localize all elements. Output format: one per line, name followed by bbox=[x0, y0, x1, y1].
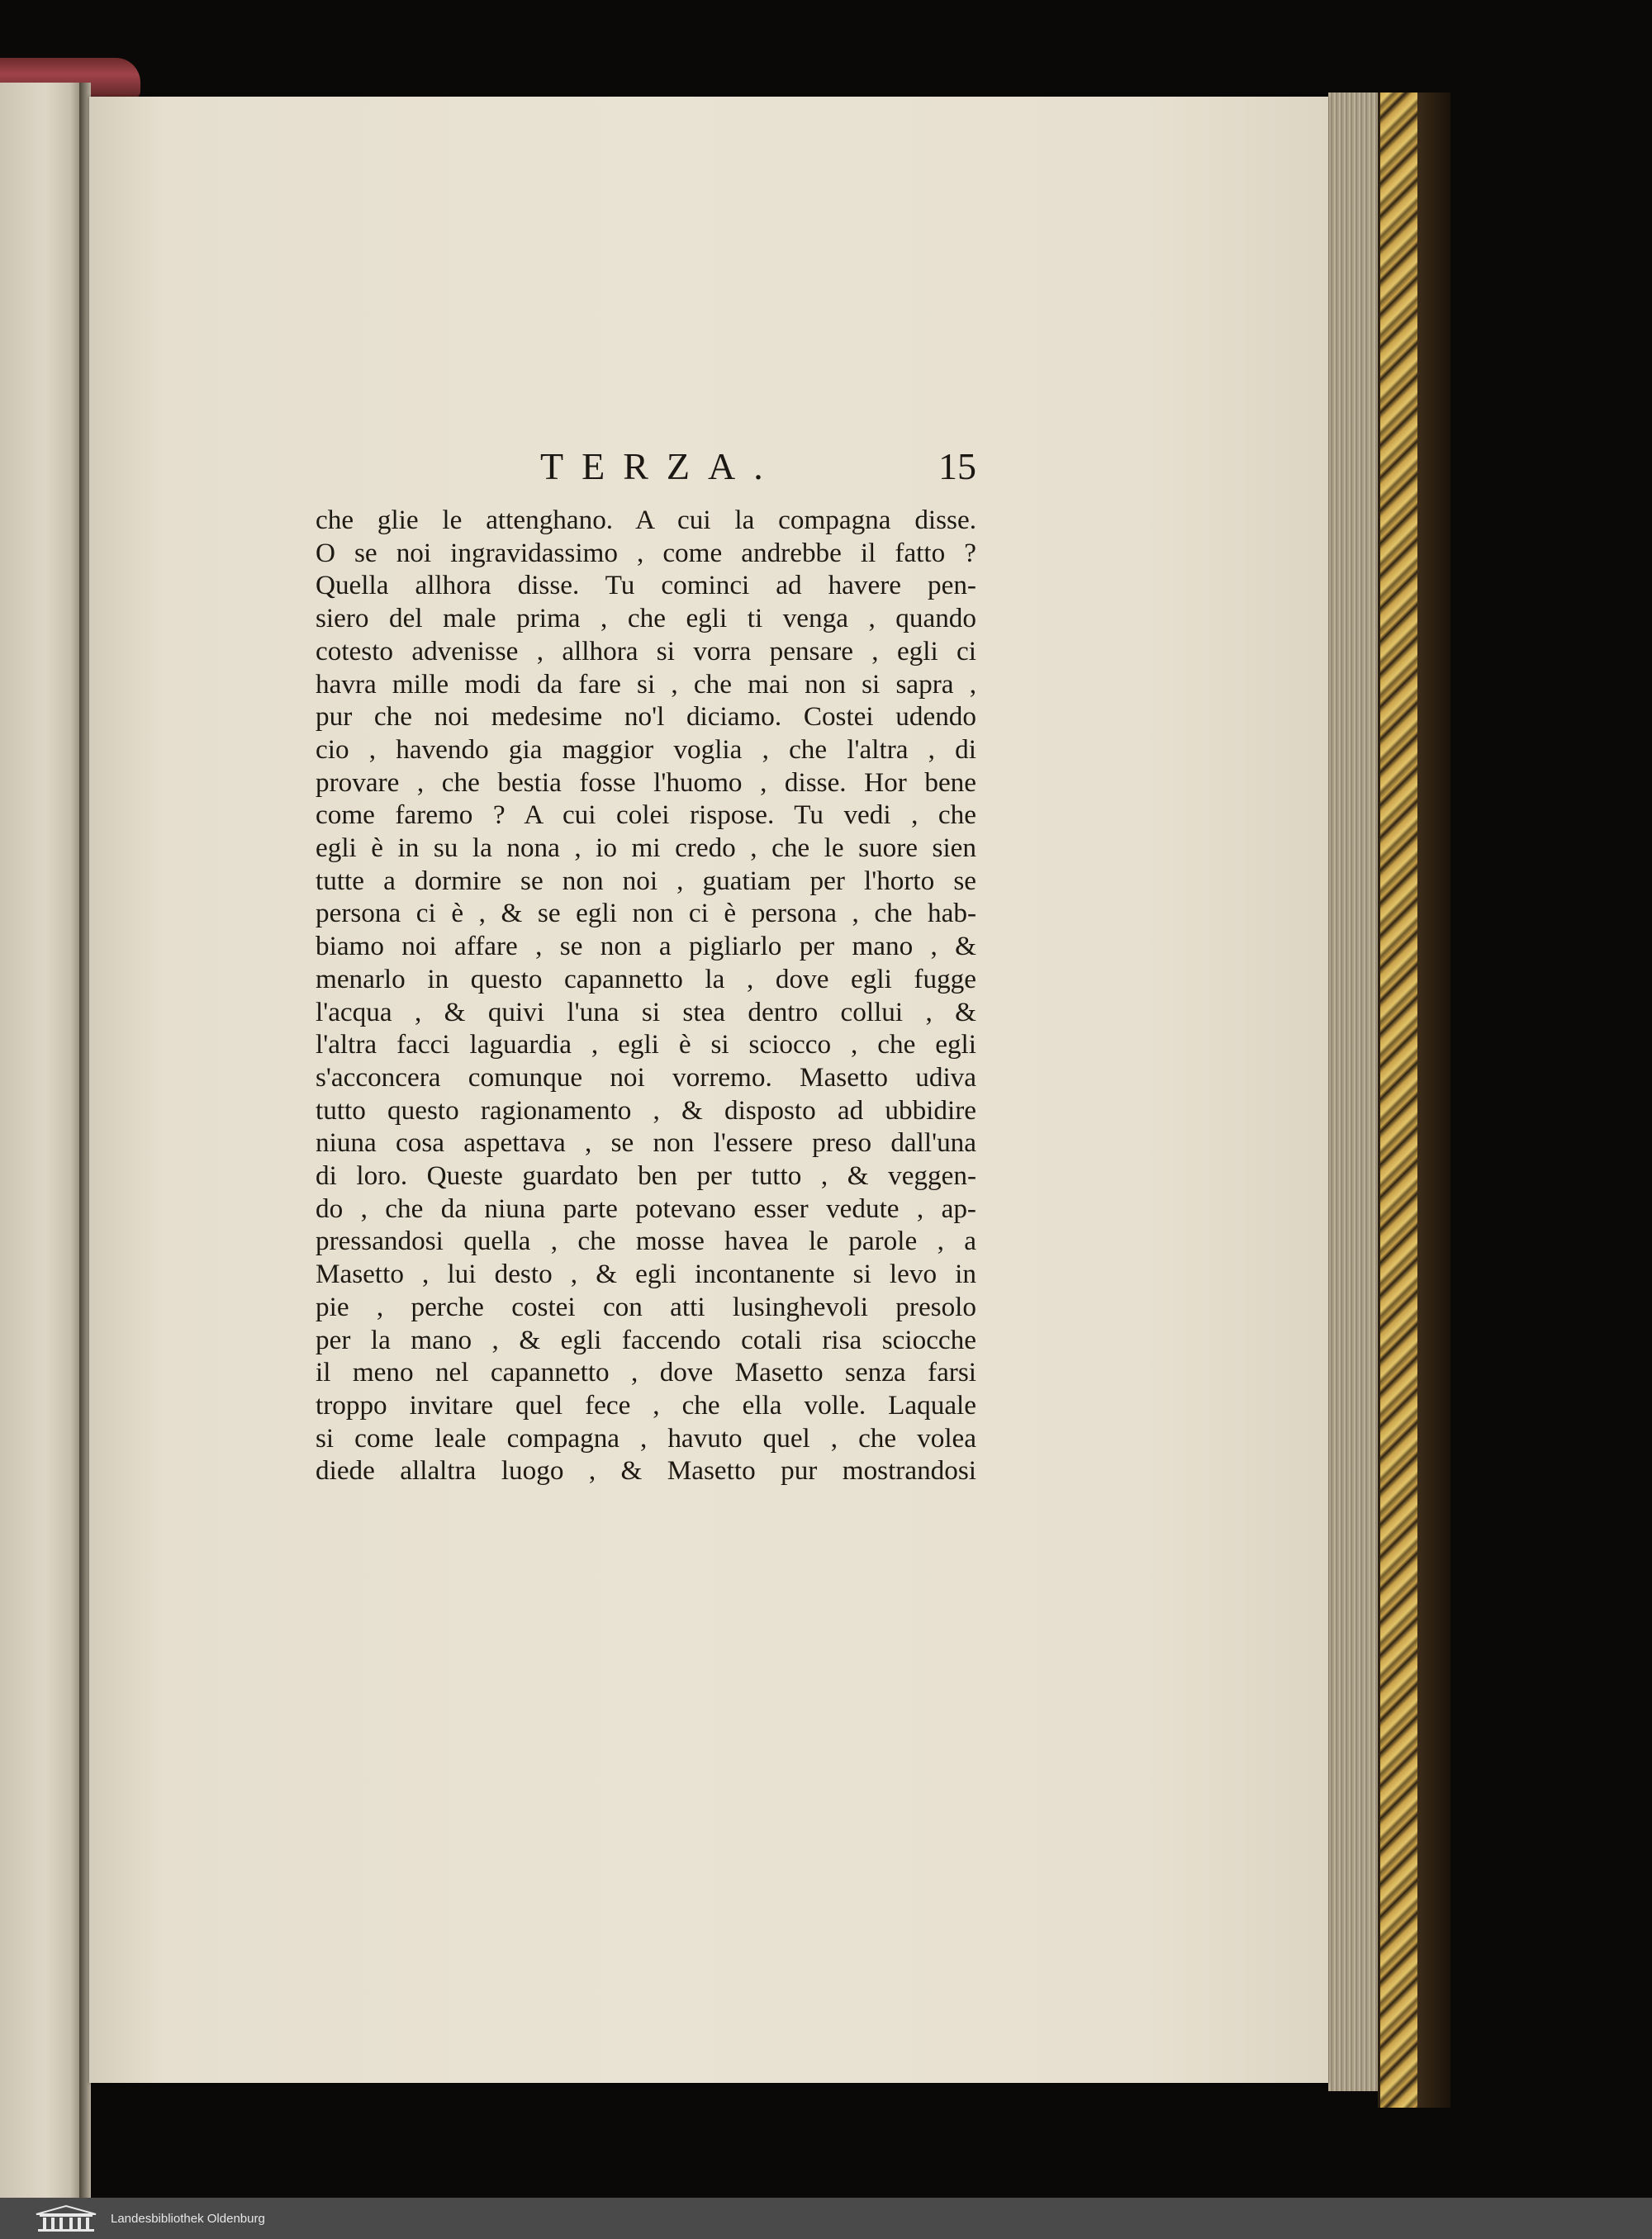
text-line: cio , havendo gia maggior voglia , che l'altra , di bbox=[316, 733, 976, 765]
viewer-footer bbox=[0, 2198, 1652, 2239]
text-line: menarlo in questo capannetto la , dove egli fugge bbox=[316, 963, 976, 994]
text-line: si come leale compagna , havuto quel , che volea bbox=[316, 1422, 976, 1454]
text-line: che glie le attenghano. A cui la compagna disse. bbox=[316, 505, 976, 535]
text-line: il meno nel capannetto , dove Masetto senza farsi bbox=[316, 1357, 976, 1388]
text-line: siero del male prima , che egli ti venga , quando bbox=[316, 603, 976, 634]
text-line: l'altra facci laguardia , egli è si sciocco , che egli bbox=[316, 1029, 976, 1060]
text-line: diede allaltra luogo , & Masetto pur mostrandosi bbox=[316, 1455, 976, 1487]
text-line: troppo invitare quel fece , che ella volle. Laquale bbox=[316, 1389, 976, 1421]
text-line: come faremo ? A cui colei rispose. Tu vedi , che bbox=[316, 799, 976, 831]
text-line: pur che noi medesime no'l diciamo. Costei udendo bbox=[316, 701, 976, 733]
page-number: 15 bbox=[938, 445, 976, 487]
book-binding bbox=[1417, 93, 1450, 2108]
text-line: tutte a dormire se non noi , guatiam per l'horto se bbox=[316, 865, 976, 896]
left-page-edge bbox=[0, 83, 83, 2198]
text-line: pie , perche costei con atti lusinghevoli presolo bbox=[316, 1291, 976, 1322]
page-edges bbox=[1328, 93, 1378, 2091]
text-line: persona ci è , & se egli non ci è persona , che hab- bbox=[316, 898, 976, 929]
text-line: per la mano , & egli faccendo cotali risa sciocche bbox=[316, 1324, 976, 1355]
text-line: O se noi ingravidassimo , come andrebbe il fatto ? bbox=[316, 537, 976, 568]
body-text bbox=[316, 504, 976, 1487]
text-line: do , che da niuna parte potevano esser vedute , ap- bbox=[316, 1193, 976, 1224]
text-line: biamo noi affare , se non a pigliarlo per mano , & bbox=[316, 931, 976, 962]
text-line: niuna cosa aspettava , se non l'essere preso dall'una bbox=[316, 1127, 976, 1159]
text-line: l'acqua , & quivi l'una si stea dentro collui , & bbox=[316, 996, 976, 1027]
library-name-link[interactable]: Landesbibliothek Oldenburg bbox=[111, 2211, 265, 2226]
page-header bbox=[316, 444, 976, 502]
text-line: pressandosi quella , che mosse havea le parole , a bbox=[316, 1226, 976, 1257]
text-line: cotesto advenisse , allhora si vorra pensare , egli ci bbox=[316, 635, 976, 666]
running-title: TERZA. bbox=[540, 445, 781, 487]
text-line: s'acconcera comunque noi vorremo. Masetto udiva bbox=[316, 1061, 976, 1093]
gilt-edge-decoration bbox=[1378, 93, 1422, 2108]
text-line: tutto questo ragionamento , & disposto ad ubbidire bbox=[316, 1094, 976, 1126]
library-building-icon[interactable] bbox=[33, 2204, 99, 2232]
text-line: di loro. Queste guardato ben per tutto , & veggen- bbox=[316, 1160, 976, 1192]
text-line: provare , che bestia fosse l'huomo , disse. Hor bene bbox=[316, 766, 976, 798]
text-line: Masetto , lui desto , & egli incontanente si levo in bbox=[316, 1259, 976, 1290]
text-line: egli è in su la nona , io mi credo , che le suore sien bbox=[316, 833, 976, 864]
text-line: Quella allhora disse. Tu cominci ad havere pen- bbox=[316, 570, 976, 601]
text-line: havra mille modi da fare si , che mai non si sapra , bbox=[316, 668, 976, 700]
